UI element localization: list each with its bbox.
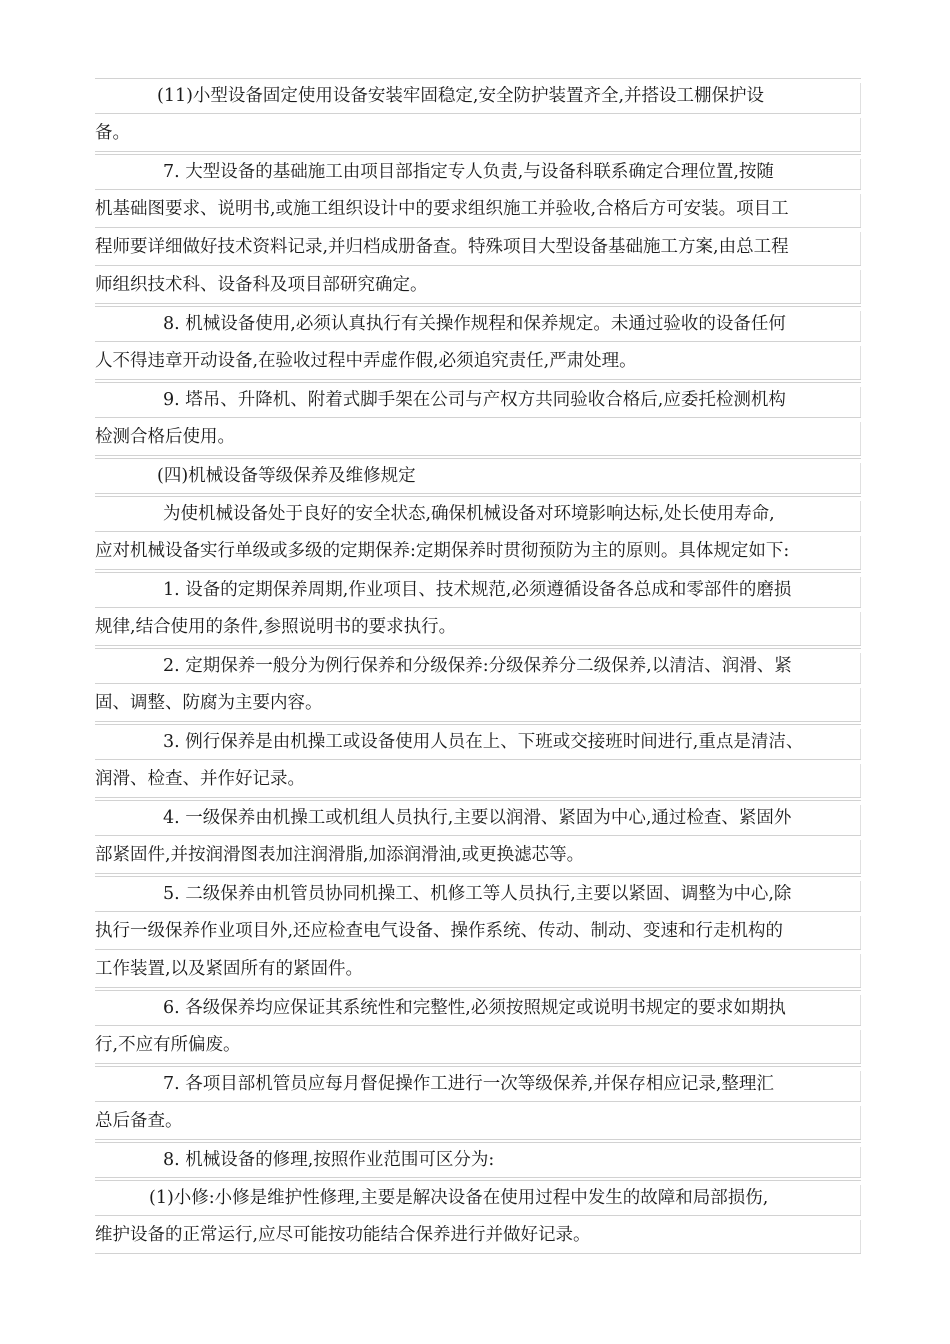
text-line: 为使机械设备处于良好的安全状态,确保机械设备对环境影响达标,处长使用寿命,: [95, 496, 861, 534]
text-line: (1)小修:小修是维护性修理,主要是解决设备在使用过程中发生的故障和局部损伤,: [95, 1180, 861, 1218]
text-line: (11)小型设备固定使用设备安装牢固稳定,安全防护装置齐全,并搭设工棚保护设: [95, 78, 861, 116]
text-line: 6. 各级保养均应保证其系统性和完整性,必须按照规定或说明书规定的要求如期执: [95, 990, 861, 1028]
text-line: 2. 定期保养一般分为例行保养和分级保养:分级保养分二级保养,以清洁、润滑、紧: [95, 648, 861, 686]
paragraph-p-r7: [95, 1066, 861, 1142]
text-line: 8. 机械设备的修理,按照作业范围可区分为:: [95, 1142, 861, 1180]
paragraph-p-r6: [95, 990, 861, 1066]
paragraph-p-heading-4: [95, 458, 861, 496]
paragraph-p-r8-1: [95, 1180, 861, 1256]
text-line: 执行一级保养作业项目外,还应检查电气设备、操作系统、传动、制动、变速和行走机构的: [95, 914, 861, 952]
paragraph-p-r2: [95, 648, 861, 724]
paragraph-p-7: [95, 154, 861, 306]
text-line: 3. 例行保养是由机操工或设备使用人员在上、下班或交接班时间进行,重点是清洁、: [95, 724, 861, 762]
text-line: 4. 一级保养由机操工或机组人员执行,主要以润滑、紧固为中心,通过检查、紧固外: [95, 800, 861, 838]
text-line: 固、调整、防腐为主要内容。: [95, 686, 861, 724]
paragraph-p-intro: [95, 496, 861, 572]
text-line: 应对机械设备实行单级或多级的定期保养:定期保养时贯彻预防为主的原则。具体规定如下:: [95, 534, 861, 572]
text-line: 行,不应有所偏废。: [95, 1028, 861, 1066]
text-line: 机基础图要求、说明书,或施工组织设计中的要求组织施工并验收,合格后方可安装。项目工: [95, 192, 861, 230]
text-line: (四)机械设备等级保养及维修规定: [95, 458, 861, 496]
text-line: 检测合格后使用。: [95, 420, 861, 458]
paragraph-p-r1: [95, 572, 861, 648]
text-line: 8. 机械设备使用,必须认真执行有关操作规程和保养规定。未通过验收的设备任何: [95, 306, 861, 344]
text-line: 规律,结合使用的条件,参照说明书的要求执行。: [95, 610, 861, 648]
text-line: 总后备查。: [95, 1104, 861, 1142]
text-line: 部紧固件,并按润滑图表加注润滑脂,加添润滑油,或更换滤芯等。: [95, 838, 861, 876]
text-line: 维护设备的正常运行,应尽可能按功能结合保养进行并做好记录。: [95, 1218, 861, 1256]
paragraph-p-11: [95, 78, 861, 154]
paragraph-p-r4: [95, 800, 861, 876]
paragraph-p-r5: [95, 876, 861, 990]
text-line: 润滑、检查、并作好记录。: [95, 762, 861, 800]
document-body: [95, 78, 861, 1256]
text-line: 备。: [95, 116, 861, 154]
text-line: 人不得违章开动设备,在验收过程中弄虚作假,必须追究责任,严肃处理。: [95, 344, 861, 382]
text-line: 程师要详细做好技术资料记录,并归档成册备查。特殊项目大型设备基础施工方案,由总工程: [95, 230, 861, 268]
text-line: 工作装置,以及紧固所有的紧固件。: [95, 952, 861, 990]
paragraph-p-r8: [95, 1142, 861, 1180]
text-line: 师组织技术科、设备科及项目部研究确定。: [95, 268, 861, 306]
paragraph-p-9: [95, 382, 861, 458]
paragraph-p-8: [95, 306, 861, 382]
text-line: 5. 二级保养由机管员协同机操工、机修工等人员执行,主要以紧固、调整为中心,除: [95, 876, 861, 914]
text-line: 1. 设备的定期保养周期,作业项目、技术规范,必须遵循设备各总成和零部件的磨损: [95, 572, 861, 610]
paragraph-p-r3: [95, 724, 861, 800]
text-line: 7. 各项目部机管员应每月督促操作工进行一次等级保养,并保存相应记录,整理汇: [95, 1066, 861, 1104]
text-line: 7. 大型设备的基础施工由项目部指定专人负责,与设备科联系确定合理位置,按随: [95, 154, 861, 192]
text-line: 9. 塔吊、升降机、附着式脚手架在公司与产权方共同验收合格后,应委托检测机构: [95, 382, 861, 420]
